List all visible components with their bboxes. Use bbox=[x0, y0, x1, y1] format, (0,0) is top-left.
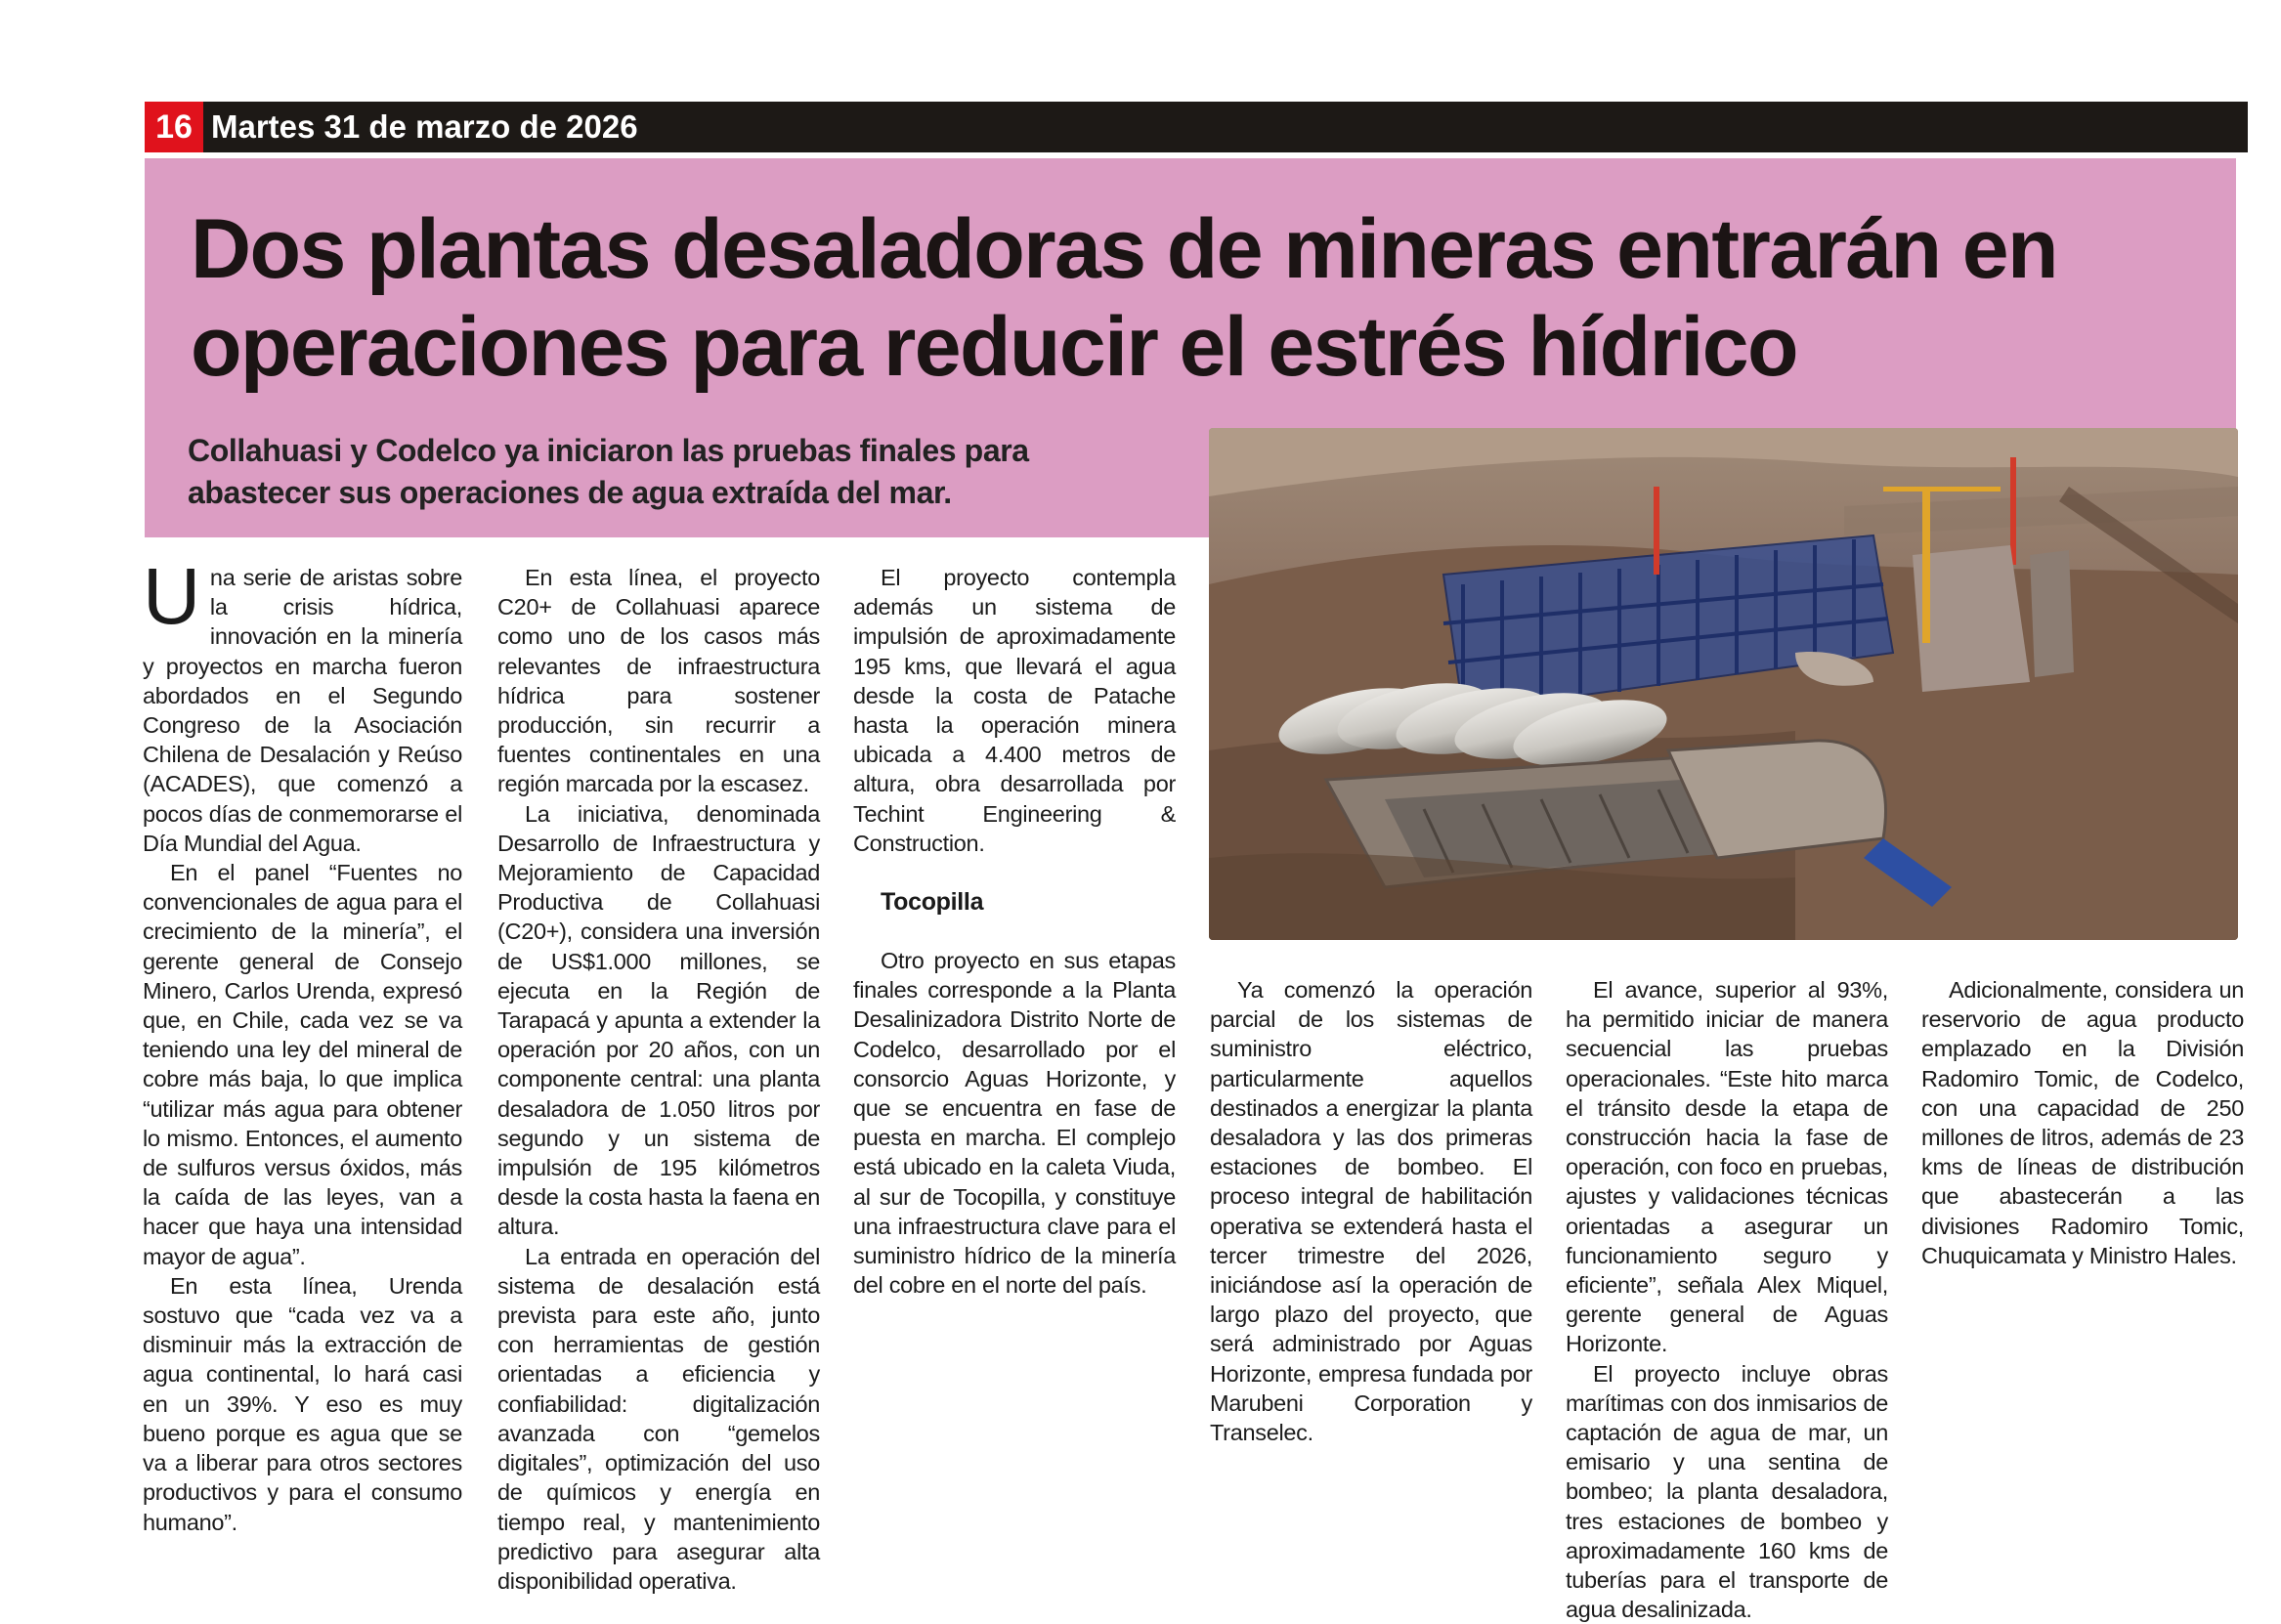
page-number: 16 bbox=[145, 102, 203, 152]
body-paragraph: Ya comenzó la operación parcial de los sistemas de suministro eléctrico, particularmente aquellos destinados a energizar la planta desaladora y las dos primeras estaciones de bombeo. El proceso integral de habilitación operativa se extenderá hasta el tercer trimestre del 2026, iniciándose así la operación de largo plazo del proyecto, que será administrado por Aguas Horizonte, empresa fundada por Marubeni Corporation y Transelec. bbox=[1210, 977, 1532, 1446]
headline bbox=[191, 200, 2204, 396]
text-column-5 bbox=[1566, 975, 1888, 1624]
text-column-3 bbox=[853, 563, 1176, 1300]
page-header-bar bbox=[145, 102, 2248, 152]
body-paragraph: Una serie de aristas sobre la crisis hídrica, innovación en la minería y proyectos en marcha fueron abordados en el Segundo Congreso de la Asociación Chilena de Desalación y Reúso (ACADES), que comenzó a pocos días de conmemorarse el Día Mundial del Agua. bbox=[143, 552, 462, 856]
text-column-4 bbox=[1210, 975, 1532, 1447]
body-paragraph: El avance, superior al 93%, ha permitido iniciar de manera secuencial las pruebas operacionales. “Este hito marca el tránsito desde la etapa de construcción hacia la fase de operación, con foco en pruebas, ajustes y validaciones técnicas orientadas a asegurar un funcionamiento seguro y eficiente”, señala Alex Miquel, gerente general de Aguas Horizonte. bbox=[1566, 977, 1888, 1357]
deck-subtitle bbox=[188, 430, 1204, 514]
headline-line-2: operaciones para reducir el estrés hídrico bbox=[191, 300, 1797, 394]
body-paragraph: La iniciativa, denominada Desarrollo de Infraestructura y Mejoramiento de Capacidad Productiva de Collahuasi (C20+), considera una inversión de US$1.000 millones, se ejecuta en la Región de Tarapacá y apunta a extender la operación por 20 años, con un componente central: una planta desaladora de 1.050 litros por segundo y un sistema de impulsión de 195 kilómetros desde la costa hasta la faena en altura. bbox=[497, 800, 820, 1240]
body-paragraph: El proyecto contempla además un sistema de impulsión de aproximadamente 195 kms, que llevará el agua desde la costa de Patache hasta la operación minera ubicada a 4.400 metros de altura, obra desarrollada por Techint Engineering & Construction. bbox=[853, 565, 1176, 856]
body-paragraph: La entrada en operación del sistema de desalación está prevista para este año, junto con herramientas de gestión orientadas a eficiencia y confiabilidad: digitalización avanzada con “gemelos digitales”, optimización del uso de químicos y energía en tiempo real, y mantenimiento predictivo para asegurar alta disponibilidad operativa. bbox=[497, 1243, 820, 1594]
body-paragraph: En esta línea, el proyecto C20+ de Collahuasi aparece como uno de los casos más relevantes de infraestructura hídrica para sostener producción, sin recurrir a fuentes continentales en una región marcada por la escasez. bbox=[497, 565, 820, 797]
body-paragraph: En el panel “Fuentes no convencionales de agua para el crecimiento de la minería”, el gerente general de Consejo Minero, Carlos Urenda, expresó que, en Chile, cada vez se va teniendo una ley del mineral de cobre más baja, lo que implica “utilizar más agua para obtener lo mismo. Entonces, el aumento de sulfuros versus óxidos, más la caída de las leyes, van a hacer que haya una intensidad mayor de agua”. bbox=[143, 860, 462, 1269]
dropcap: U bbox=[143, 552, 200, 641]
text-column-2 bbox=[497, 563, 820, 1596]
deck-line-1: Collahuasi y Codelco ya iniciaron las pruebas finales para bbox=[188, 433, 1029, 468]
headline-line-1: Dos plantas desaladoras de mineras entrarán en bbox=[191, 202, 2057, 296]
subheading-tocopilla: Tocopilla bbox=[881, 888, 984, 917]
text-column-1 bbox=[143, 552, 462, 1537]
body-paragraph: Adicionalmente, considera un reservorio de agua producto emplazado en la División Radomiro Tomic, de Codelco, con una capacidad de 250 millones de litros, además de 23 kms de líneas de distribución que abastecerán a las divisiones Radomiro Tomic, Chuquicamata y Ministro Hales. bbox=[1921, 977, 2244, 1268]
body-paragraph: En esta línea, Urenda sostuvo que “cada vez va a disminuir más la extracción de agua continental, lo hará casi en un 39%. Y eso es muy bueno porque es agua que se va a liberar para otros sectores productivos y para el consumo humano”. bbox=[143, 1272, 462, 1535]
body-paragraph: Otro proyecto en sus etapas finales corresponde a la Planta Desalinizadora Distrito Norte de Codelco, desarrollado por el consorcio Aguas Horizonte, y que se encuentra en fase de puesta en marcha. El complejo está ubicado en la caleta Viuda, al sur de Tocopilla, y constituye una infraestructura clave para el suministro hídrico de la minería del cobre en el norte del país. bbox=[853, 948, 1176, 1299]
body-paragraph: El proyecto incluye obras marítimas con dos inmisarios de captación de agua de mar, un emisario y una sentina de bombeo; la planta desaladora, tres estaciones de bombeo y aproximadamente 160 kms de tuberías para el transporte de agua desalinizada. bbox=[1566, 1360, 1888, 1623]
deck-line-2: abastecer sus operaciones de agua extraída del mar. bbox=[188, 475, 952, 510]
text-column-6 bbox=[1921, 975, 2244, 1270]
desalination-plant-photo bbox=[1209, 428, 2238, 940]
issue-date: Martes 31 de marzo de 2026 bbox=[211, 108, 638, 145]
